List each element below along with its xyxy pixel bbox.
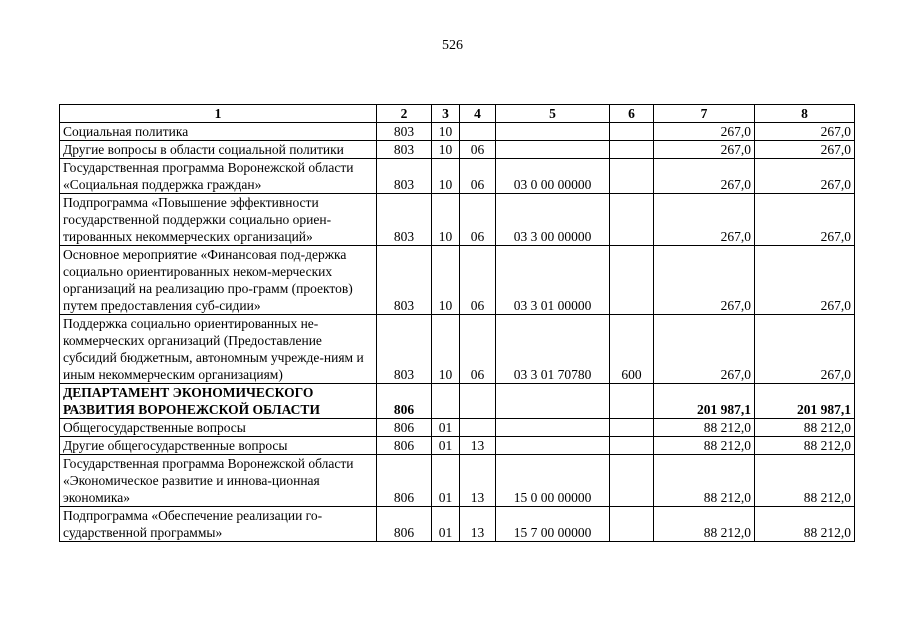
header-cell: 6 [610, 105, 654, 123]
cell-subsection: 06 [460, 315, 496, 384]
cell-subsection: 06 [460, 141, 496, 159]
table-row [60, 455, 855, 507]
cell-ministry-code: 803 [377, 315, 432, 384]
cell-ministry-code: 806 [377, 384, 432, 419]
cell-expense-type [610, 159, 654, 194]
cell-subsection: 06 [460, 194, 496, 246]
cell-amount-7: 267,0 [654, 315, 755, 384]
cell-ministry-code: 803 [377, 194, 432, 246]
cell-amount-8: 267,0 [755, 194, 855, 246]
header-cell: 1 [60, 105, 377, 123]
cell-target-article: 15 7 00 00000 [496, 507, 610, 542]
row-name: Подпрограмма «Повышение эффективности государственной поддержки социально ориен-тированных некоммерческих организаций» [60, 194, 377, 246]
cell-target-article [496, 419, 610, 437]
cell-section: 10 [432, 194, 460, 246]
cell-section: 10 [432, 141, 460, 159]
cell-subsection: 06 [460, 246, 496, 315]
header-cell: 7 [654, 105, 755, 123]
cell-section: 10 [432, 246, 460, 315]
cell-amount-7: 267,0 [654, 123, 755, 141]
cell-amount-7: 88 212,0 [654, 455, 755, 507]
cell-amount-8: 267,0 [755, 246, 855, 315]
cell-section: 10 [432, 159, 460, 194]
row-name: Социальная политика [60, 123, 377, 141]
cell-amount-7: 88 212,0 [654, 419, 755, 437]
header-row [60, 105, 855, 123]
cell-amount-7: 267,0 [654, 141, 755, 159]
cell-expense-type [610, 507, 654, 542]
row-name: Подпрограмма «Обеспечение реализации го-сударственной программы» [60, 507, 377, 542]
row-name: ДЕПАРТАМЕНТ ЭКОНОМИЧЕСКОГО РАЗВИТИЯ ВОРОНЕЖСКОЙ ОБЛАСТИ [60, 384, 377, 419]
cell-amount-7: 88 212,0 [654, 507, 755, 542]
cell-amount-7: 267,0 [654, 194, 755, 246]
cell-amount-7: 267,0 [654, 159, 755, 194]
cell-expense-type [610, 384, 654, 419]
cell-amount-8: 201 987,1 [755, 384, 855, 419]
cell-amount-7: 88 212,0 [654, 437, 755, 455]
header-cell: 2 [377, 105, 432, 123]
cell-section [432, 384, 460, 419]
cell-target-article: 03 0 00 00000 [496, 159, 610, 194]
cell-subsection [460, 419, 496, 437]
cell-expense-type: 600 [610, 315, 654, 384]
cell-subsection [460, 384, 496, 419]
table-row [60, 246, 855, 315]
cell-expense-type [610, 141, 654, 159]
table-row-department [60, 384, 855, 419]
header-cell: 4 [460, 105, 496, 123]
cell-amount-8: 88 212,0 [755, 455, 855, 507]
cell-amount-8: 88 212,0 [755, 507, 855, 542]
cell-amount-8: 267,0 [755, 141, 855, 159]
table-row [60, 141, 855, 159]
cell-section: 10 [432, 315, 460, 384]
table-row [60, 123, 855, 141]
cell-ministry-code: 803 [377, 123, 432, 141]
row-name: Государственная программа Воронежской области «Социальная поддержка граждан» [60, 159, 377, 194]
cell-ministry-code: 803 [377, 246, 432, 315]
cell-expense-type [610, 246, 654, 315]
cell-subsection: 06 [460, 159, 496, 194]
row-name: Поддержка социально ориентированных не-коммерческих организаций (Предоставление субсидий бюджетным, автономным учрежде-ниям и иным некоммерческим организациям) [60, 315, 377, 384]
cell-ministry-code: 803 [377, 159, 432, 194]
cell-ministry-code: 806 [377, 437, 432, 455]
cell-amount-8: 88 212,0 [755, 419, 855, 437]
cell-target-article: 03 3 01 00000 [496, 246, 610, 315]
cell-ministry-code: 806 [377, 455, 432, 507]
cell-ministry-code: 806 [377, 507, 432, 542]
cell-ministry-code: 806 [377, 419, 432, 437]
cell-amount-8: 267,0 [755, 123, 855, 141]
table-row [60, 315, 855, 384]
table-row [60, 507, 855, 542]
table-row [60, 194, 855, 246]
cell-section: 01 [432, 507, 460, 542]
cell-amount-8: 267,0 [755, 159, 855, 194]
budget-table [59, 104, 855, 542]
cell-subsection: 13 [460, 455, 496, 507]
header-cell: 8 [755, 105, 855, 123]
cell-expense-type [610, 455, 654, 507]
header-cell: 3 [432, 105, 460, 123]
cell-subsection: 13 [460, 437, 496, 455]
table-row [60, 159, 855, 194]
cell-section: 01 [432, 455, 460, 507]
page-number: 526 [442, 38, 463, 53]
cell-section: 01 [432, 419, 460, 437]
row-name: Государственная программа Воронежской области «Экономическое развитие и иннова-ционная экономика» [60, 455, 377, 507]
cell-expense-type [610, 123, 654, 141]
cell-target-article [496, 123, 610, 141]
row-name: Основное мероприятие «Финансовая под-держка социально ориентированных неком-мерческих организаций на реализацию про-грамм (проектов) путем предоставления суб-сидии» [60, 246, 377, 315]
header-cell: 5 [496, 105, 610, 123]
cell-ministry-code: 803 [377, 141, 432, 159]
cell-amount-8: 88 212,0 [755, 437, 855, 455]
cell-expense-type [610, 419, 654, 437]
cell-target-article: 15 0 00 00000 [496, 455, 610, 507]
cell-amount-7: 267,0 [654, 246, 755, 315]
cell-target-article [496, 437, 610, 455]
row-name: Другие вопросы в области социальной политики [60, 141, 377, 159]
cell-target-article [496, 384, 610, 419]
table-row [60, 419, 855, 437]
row-name: Другие общегосударственные вопросы [60, 437, 377, 455]
cell-subsection: 13 [460, 507, 496, 542]
cell-target-article [496, 141, 610, 159]
cell-target-article: 03 3 01 70780 [496, 315, 610, 384]
table-row [60, 437, 855, 455]
cell-expense-type [610, 194, 654, 246]
cell-amount-8: 267,0 [755, 315, 855, 384]
cell-section: 01 [432, 437, 460, 455]
cell-target-article: 03 3 00 00000 [496, 194, 610, 246]
cell-amount-7: 201 987,1 [654, 384, 755, 419]
cell-section: 10 [432, 123, 460, 141]
row-name: Общегосударственные вопросы [60, 419, 377, 437]
cell-expense-type [610, 437, 654, 455]
cell-subsection [460, 123, 496, 141]
